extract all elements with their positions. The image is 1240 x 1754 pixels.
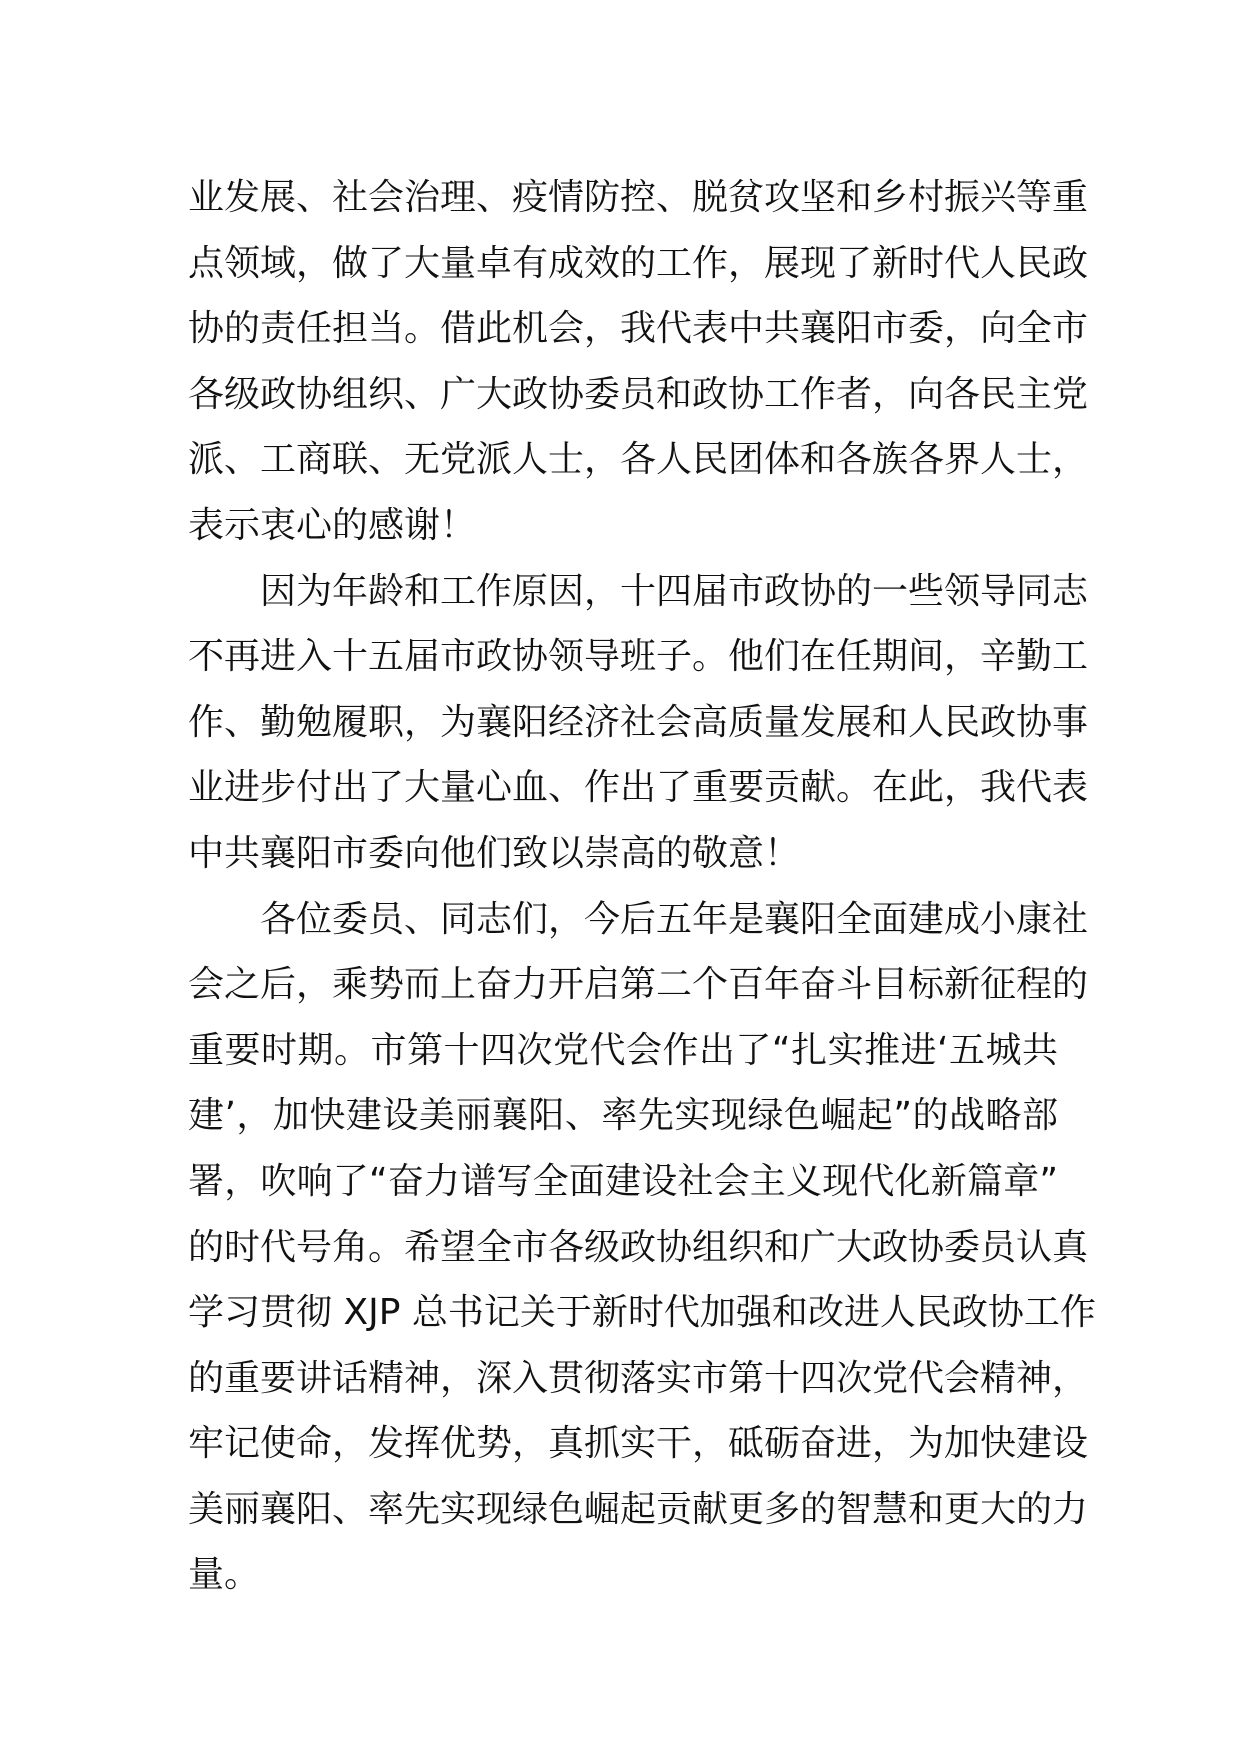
text-line: 牢记使命，发挥优势，真抓实干，砥砺奋进，为加快建设 <box>188 1423 1089 1465</box>
paragraph-2 <box>188 559 1089 887</box>
text-line: 协的责任担当。借此机会，我代表中共襄阳市委，向全市 <box>188 308 1089 350</box>
text-line: 业进步付出了大量心血、作出了重要贡献。在此，我代表 <box>188 767 1089 809</box>
text-line: 因为年龄和工作原因，十四届市政协的一些领导同志 <box>260 570 1089 612</box>
text-line: 派、工商联、无党派人士，各人民团体和各族各界人士， <box>188 439 1089 481</box>
text-line: 各级政协组织、广大政协委员和政协工作者，向各民主党 <box>188 373 1089 415</box>
text-line: 学习贯彻 XJP 总书记关于新时代加强和改进人民政协工作 <box>188 1292 1096 1334</box>
text-line: 表示衷心的感谢！ <box>188 504 477 546</box>
paragraph-1 <box>188 165 1089 559</box>
text-line: 建’，加快建设美丽襄阳、率先实现绿色崛起”的战略部 <box>188 1095 1058 1137</box>
text-line: 量。 <box>188 1554 261 1596</box>
text-line: 中共襄阳市委向他们致以崇高的敬意！ <box>188 832 801 874</box>
text-line: 会之后，乘势而上奋力开启第二个百年奋斗目标新征程的 <box>188 964 1089 1006</box>
text-line: 点领域，做了大量卓有成效的工作，展现了新时代人民政 <box>188 242 1089 284</box>
text-line: 署，吹响了“奋力谱写全面建设社会主义现代化新篇章” <box>188 1160 1058 1202</box>
text-line: 重要时期。市第十四次党代会作出了“扎实推进‘五城共 <box>188 1029 1058 1071</box>
text-line: 的时代号角。希望全市各级政协组织和广大政协委员认真 <box>188 1226 1089 1268</box>
text-line: 作、勤勉履职，为襄阳经济社会高质量发展和人民政协事 <box>188 701 1089 743</box>
text-line: 的重要讲话精神，深入贯彻落实市第十四次党代会精神， <box>188 1357 1089 1399</box>
body-text <box>188 165 1096 1608</box>
text-line: 美丽襄阳、率先实现绿色崛起贡献更多的智慧和更大的力 <box>188 1488 1089 1530</box>
text-line: 不再进入十五届市政协领导班子。他们在任期间，辛勤工 <box>188 636 1089 678</box>
paragraph-3 <box>188 887 1096 1609</box>
text-line: 各位委员、同志们，今后五年是襄阳全面建成小康社 <box>260 898 1089 940</box>
text-line: 业发展、社会治理、疫情防控、脱贫攻坚和乡村振兴等重 <box>188 177 1089 218</box>
